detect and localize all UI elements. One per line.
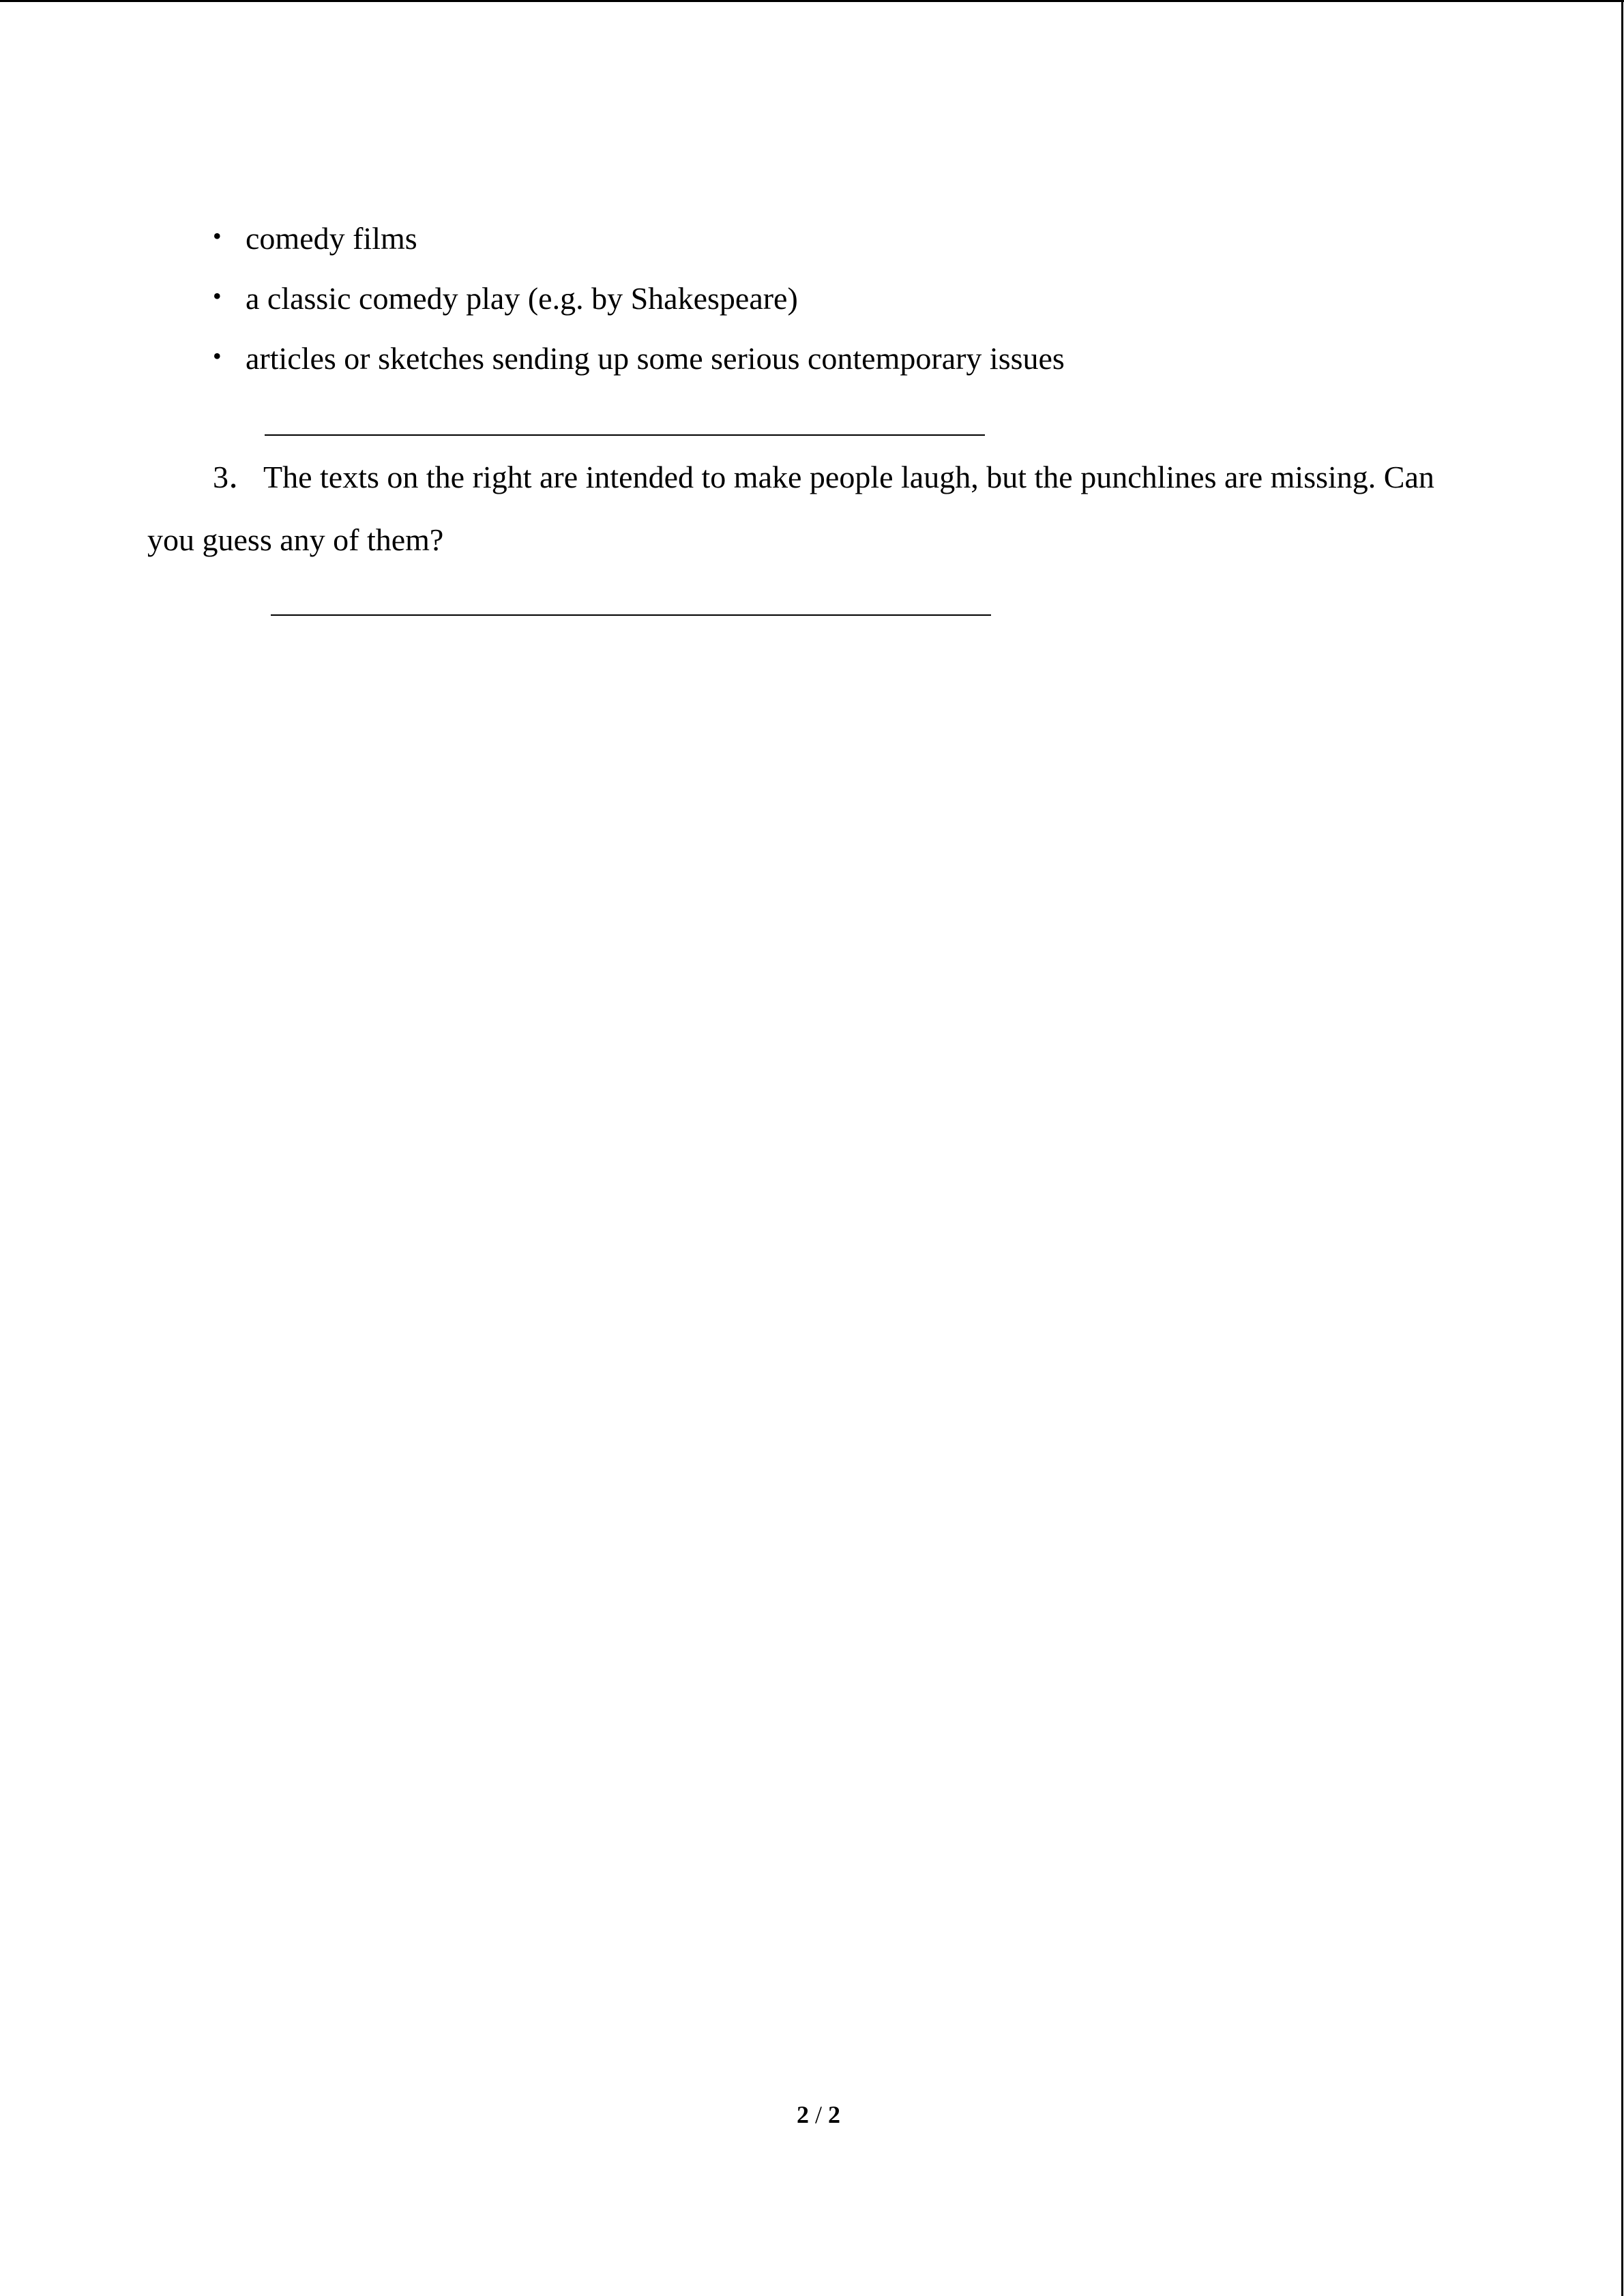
bullet-icon: • xyxy=(213,342,222,370)
bullet-list xyxy=(213,209,1065,389)
answer-blank-line xyxy=(265,434,985,436)
list-item-text: comedy films xyxy=(246,221,417,256)
page-separator: / xyxy=(808,2101,828,2128)
list-item xyxy=(213,209,1065,269)
list-item xyxy=(213,269,1065,329)
question-first-line xyxy=(147,446,1484,509)
page-border-top xyxy=(0,0,1624,2)
total-pages: 2 xyxy=(828,2101,840,2128)
list-item-text: a classic comedy play (e.g. by Shakespeare) xyxy=(246,281,798,316)
bullet-icon: • xyxy=(213,282,222,310)
question-text-line-1: The texts on the right are intended to make people laugh, but the punchlines are missing. Can xyxy=(263,460,1434,494)
list-item-text: articles or sketches sending up some serious contemporary issues xyxy=(246,341,1065,376)
question-text-line-2: you guess any of them? xyxy=(147,522,444,557)
bullet-icon: • xyxy=(213,222,222,250)
page-number xyxy=(0,2098,1624,2132)
list-item xyxy=(213,329,1065,389)
question-number: 3． xyxy=(213,460,260,494)
question-3 xyxy=(147,446,1484,571)
current-page: 2 xyxy=(796,2101,809,2128)
page-border-right xyxy=(1621,0,1623,2296)
answer-blank-line xyxy=(271,614,991,616)
